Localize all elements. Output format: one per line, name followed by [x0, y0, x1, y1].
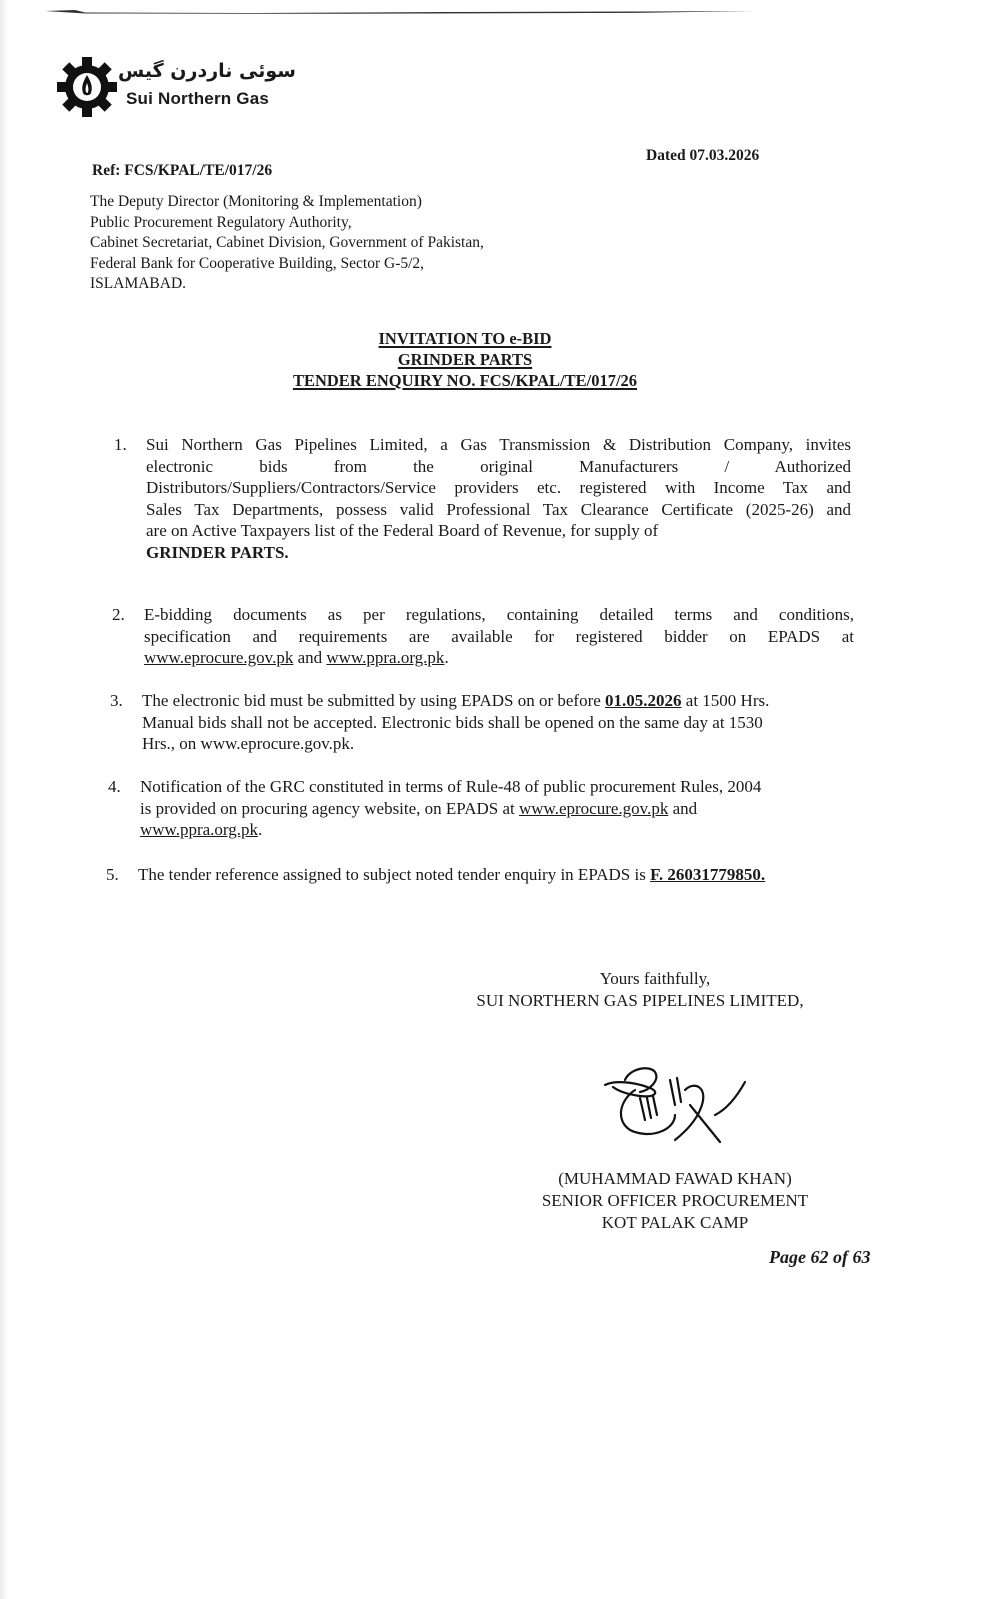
clause-text: at 1500 Hrs.	[681, 691, 770, 710]
clause-text-line: Sui Northern Gas Pipelines Limited, a Gas Transmission & Distribution Company, invites	[146, 435, 851, 454]
clause-text-line: E-bidding documents as per regulations, containing detailed terms and conditions,	[144, 605, 854, 624]
address-line: Cabinet Secretariat, Cabinet Division, Government of Pakistan,	[90, 234, 484, 251]
clause-number: 5.	[106, 865, 119, 884]
epads-tender-reference: F. 26031779850.	[650, 865, 766, 884]
logo-english-text: Sui Northern Gas	[126, 89, 270, 108]
document-date: Dated 07.03.2026	[646, 147, 760, 164]
clause-text-line	[140, 819, 854, 841]
closing-salutation: Yours faithfully,	[599, 969, 711, 988]
clause-number: 2.	[112, 605, 125, 624]
clause-text: is provided on procuring agency website, on EPADS at	[140, 798, 519, 818]
signatory-location: KOT PALAK CAMP	[601, 1213, 749, 1232]
address-line: The Deputy Director (Monitoring & Implementation)	[90, 193, 422, 210]
clause-item-name: GRINDER PARTS.	[146, 542, 289, 562]
clause-text: The electronic bid must be submitted by using EPADS on or before	[142, 691, 606, 710]
address-line: Public Procurement Regulatory Authority,	[90, 213, 352, 231]
clause-text-line	[142, 690, 854, 712]
eprocure-link[interactable]: www.eprocure.gov.pk	[518, 798, 669, 818]
clause-text: and	[668, 798, 698, 818]
clause-text-line: Hrs., on www.eprocure.gov.pk.	[142, 734, 355, 753]
document-title	[240, 328, 690, 391]
signatory-designation: SENIOR OFFICER PROCUREMENT	[541, 1191, 809, 1210]
clause-number: 3.	[110, 691, 123, 710]
signatory-block	[495, 1168, 855, 1234]
conjunction-text: and	[293, 648, 327, 667]
submission-deadline: 01.05.2026	[605, 691, 682, 710]
clause-text-line: Sales Tax Departments, possess valid Professional Tax Clearance Certificate (2025-26) and	[146, 499, 851, 519]
handwritten-signature	[595, 1060, 755, 1145]
punctuation: .	[258, 820, 263, 839]
clause-text-line	[144, 647, 854, 669]
recipient-address	[90, 192, 484, 295]
reference-number: Ref: FCS/KPAL/TE/017/26	[92, 162, 273, 179]
ppra-link[interactable]: www.ppra.org.pk	[140, 820, 259, 839]
address-line: Federal Bank for Cooperative Building, Sector G-5/2,	[90, 254, 425, 272]
page-edge-shadow	[0, 0, 8, 1599]
clause-text-line: Distributors/Suppliers/Contractors/Service providers etc. registered with Income Tax and	[146, 478, 851, 497]
title-line-subject: GRINDER PARTS	[397, 350, 533, 369]
clause-text-line: Notification of the GRC constituted in terms of Rule-48 of public procurement Rules, 2004	[140, 777, 762, 796]
company-logo	[56, 56, 306, 118]
top-rule-divider	[45, 9, 755, 14]
gear-flame-logo-icon	[56, 56, 118, 118]
clause-text-line	[140, 798, 854, 820]
clause-text-line	[138, 864, 852, 886]
ppra-link[interactable]: www.ppra.org.pk	[326, 648, 445, 667]
title-line-enquiry: TENDER ENQUIRY NO. FCS/KPAL/TE/017/26	[292, 371, 638, 390]
closing-block	[450, 968, 830, 1012]
clause-text-line: electronic bids from the original Manufacturers / Authorized	[146, 456, 851, 476]
page-number: Page 62 of 63	[769, 1247, 871, 1267]
closing-company: SUI NORTHERN GAS PIPELINES LIMITED,	[476, 991, 804, 1010]
logo-urdu-text: سوئی ناردرن گیس	[118, 60, 296, 82]
clause-text-line: specification and requirements are available for registered bidder on EPADS at	[144, 626, 854, 646]
address-line: ISLAMABAD.	[90, 275, 187, 292]
clause-text-line: Manual bids shall not be accepted. Electronic bids shall be opened on the same day at 1530	[142, 712, 763, 732]
clause-number: 4.	[108, 777, 121, 796]
clause-text: The tender reference assigned to subject noted tender enquiry in EPADS is	[138, 865, 651, 884]
signatory-name: (MUHAMMAD FAWAD KHAN)	[558, 1169, 792, 1188]
clause-text-line: are on Active Taxpayers list of the Federal Board of Revenue, for supply of	[146, 521, 659, 540]
clause-number: 1.	[114, 435, 127, 454]
punctuation: .	[444, 648, 449, 667]
title-line-invitation: INVITATION TO e-BID	[378, 329, 552, 348]
eprocure-link[interactable]: www.eprocure.gov.pk	[144, 648, 294, 667]
